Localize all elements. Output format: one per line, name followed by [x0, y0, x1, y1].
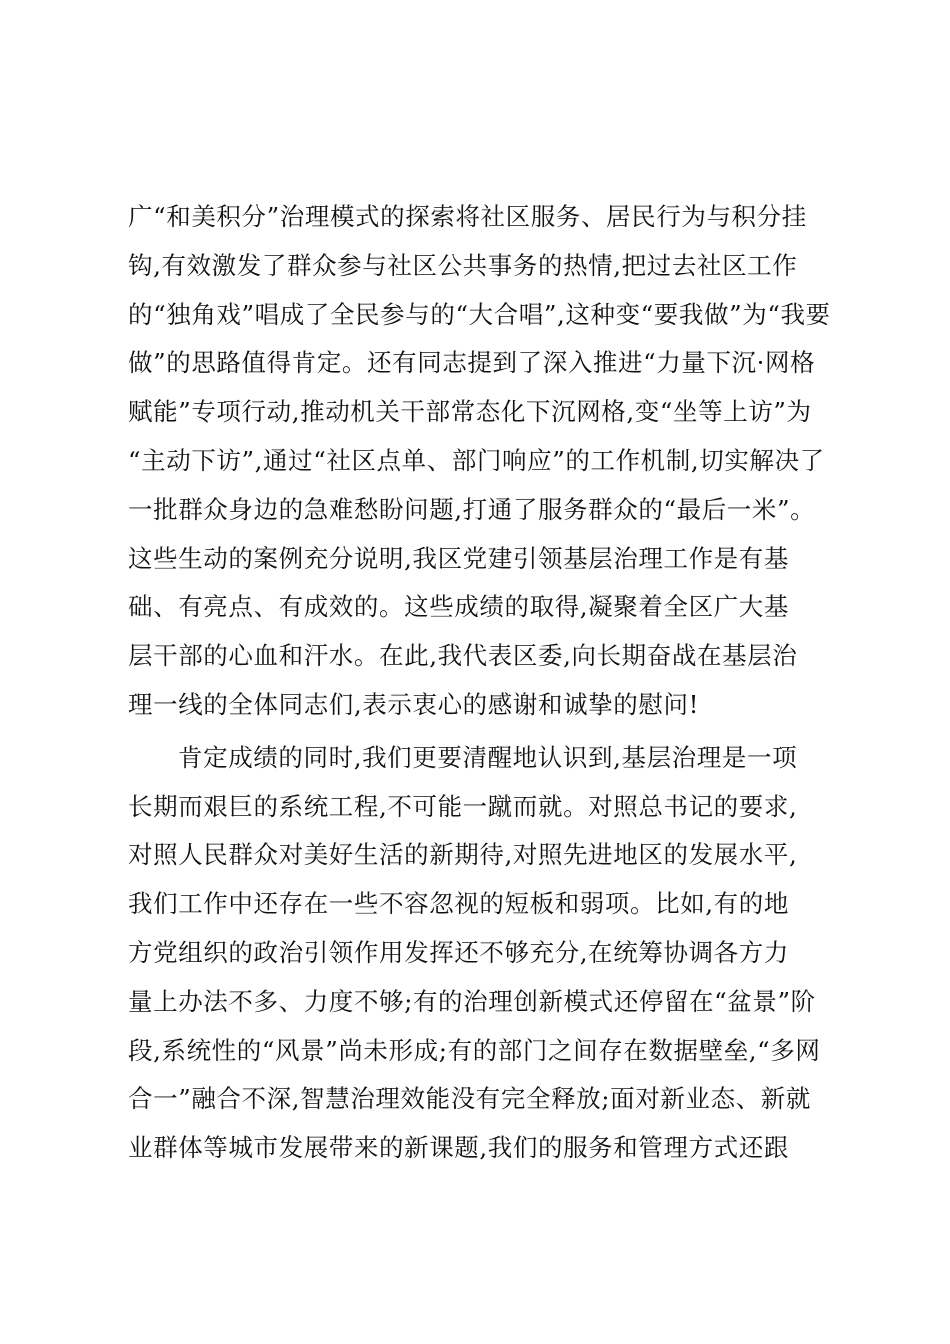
text-line: 一批群众身边的急难愁盼问题,打通了服务群众的“最后一米”。 [128, 494, 816, 524]
text-line: 础、有亮点、有成效的。这些成绩的取得,凝聚着全区广大基 [128, 592, 789, 622]
text-line: 做”的思路值得肯定。还有同志提到了深入推进“力量下沉·网格 [128, 348, 816, 378]
text-line: 广“和美积分”治理模式的探索将社区服务、居民行为与积分挂 [128, 202, 807, 231]
text-line: 量上办法不多、力度不够;有的治理创新模式还停留在“盆景”阶 [128, 986, 816, 1016]
text-line: 长期而艰巨的系统工程,不可能一蹴而就。对照总书记的要求, [128, 791, 798, 821]
paragraph-2 [128, 734, 828, 1173]
text-line: 对照人民群众对美好生活的新期待,对照先进地区的发展水平, [128, 840, 798, 870]
text-line: 我们工作中还存在一些不容忽视的短板和弱项。比如,有的地 [128, 889, 789, 919]
text-line: 肯定成绩的同时,我们更要清醒地认识到,基层治理是一项 [178, 742, 798, 772]
text-line: 钩,有效激发了群众参与社区公共事务的热情,把过去社区工作 [128, 250, 798, 280]
text-line: 层干部的心血和汗水。在此,我代表区委,向长期奋战在基层治 [128, 641, 798, 671]
text-line: 的“独角戏”唱成了全民参与的“大合唱”,这种变“要我做”为“我要 [128, 299, 831, 329]
text-line: 合一”融合不深,智慧治理效能没有完全释放;面对新业态、新就 [128, 1084, 811, 1114]
body-text [128, 193, 831, 1173]
text-line: 赋能”专项行动,推动机关干部常态化下沉网格,变“坐等上访”为 [128, 397, 812, 427]
text-line: 段,系统性的“风景”尚未形成;有的部门之间存在数据壁垒,“多网 [128, 1035, 821, 1065]
text-line: 这些生动的案例充分说明,我区党建引领基层治理工作是有基 [128, 543, 789, 573]
text-line: 方党组织的政治引领作用发挥还不够充分,在统筹协调各方力 [128, 937, 789, 967]
text-line: “主动下访”,通过“社区点单、部门响应”的工作机制,切实解决了 [128, 445, 825, 475]
paragraph-1 [128, 193, 831, 730]
text-line: 业群体等城市发展带来的新课题,我们的服务和管理方式还跟 [128, 1133, 789, 1163]
text-line: 理一线的全体同志们,表示衷心的感谢和诚挚的慰问! [128, 689, 700, 719]
